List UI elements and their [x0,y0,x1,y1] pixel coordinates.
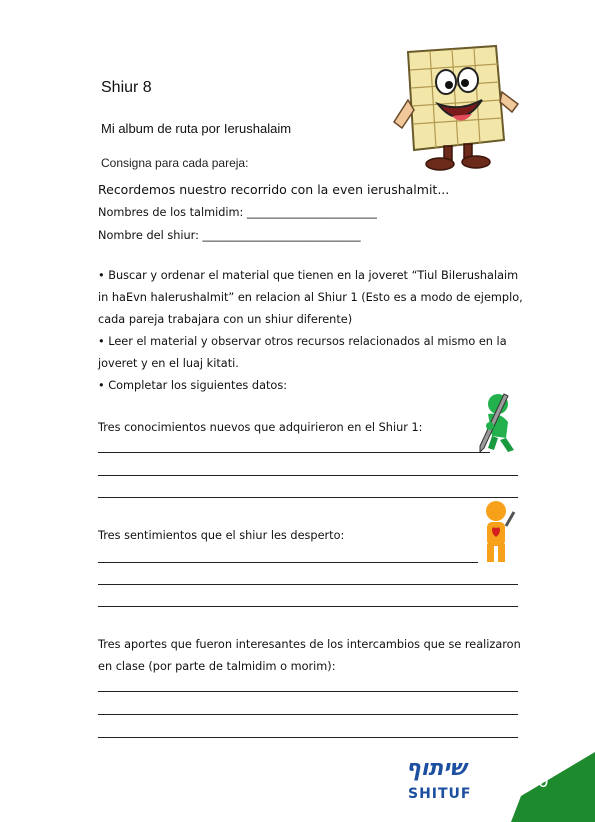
answer-line-3c[interactable] [98,737,518,738]
answer-line-2a[interactable] [98,562,478,563]
answer-line-1a[interactable] [98,452,490,453]
stone-mascot-illustration [378,40,528,175]
page-title: Shiur 8 [101,79,152,96]
shiur-name-field[interactable]: Nombre del shiur: ____________________________ [98,229,361,242]
page-corner-badge [511,752,595,822]
page-number: 20 [527,772,549,792]
page-subtitle: Mi album de ruta por Ierushalaim [101,121,292,136]
shituf-logo [402,756,482,808]
answer-line-1c[interactable] [98,497,518,498]
question-1-label: Tres conocimientos nuevos que adquirieron en el Shiur 1: [98,421,423,434]
task-list [98,265,528,397]
students-names-field[interactable]: Nombres de los talmidim: _______________________ [98,206,377,219]
question-3-label: Tres aportes que fueron interesantes de los intercambios que se realizaron en clase (por parte de talmidim o morim): [98,638,521,673]
orange-figure-heart-illustration [478,498,522,564]
answer-line-3b[interactable] [98,714,518,715]
answer-line-1b[interactable] [98,475,518,476]
instruction-text: Consigna para cada pareja: [101,156,249,170]
logo-hebrew: שיתוף [406,756,467,781]
task-item-3: • Completar los siguientes datos: [98,379,288,392]
task-item-2: • Leer el material y observar otros recursos relacionados al mismo en la joveret y en el luaj kitati. [98,335,507,370]
intro-lead: Recordemos nuestro recorrido con la even ierushalmit... [98,182,450,197]
answer-line-2b[interactable] [98,584,518,585]
green-figure-pencil-illustration [470,390,522,456]
answer-line-3a[interactable] [98,691,518,692]
logo-latin: SHITUF [408,786,472,802]
stone-block [408,46,504,150]
task-item-1: • Buscar y ordenar el material que tienen en la joveret “Tiul BiIerushalaim in haEvn haIerushalmit” en relacion al Shiur 1 (Esto es a modo de ejemplo, cada pareja trabajara con un shiur diferente) [98,269,523,326]
answer-line-2c[interactable] [98,606,518,607]
question-2-label: Tres sentimientos que el shiur les desperto: [98,529,345,542]
